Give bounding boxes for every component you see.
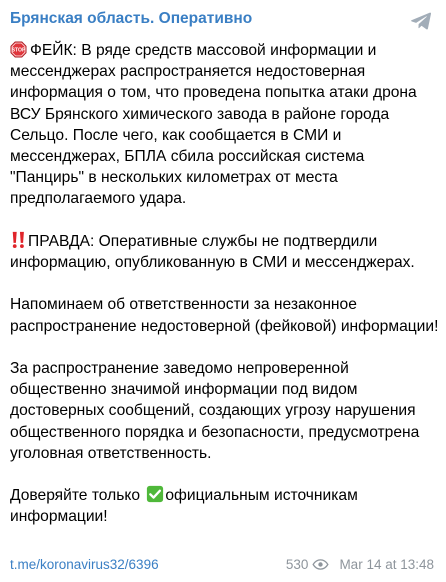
trust-text-start: Доверяйте только bbox=[10, 487, 141, 505]
trust-paragraph bbox=[10, 485, 442, 527]
post-meta bbox=[286, 555, 434, 575]
reminder-text: Напоминаем об ответственности за незаконное распространение недостоверной (фейковой) информации! bbox=[10, 296, 439, 335]
post-link[interactable]: t.me/koronavirus32/6396 bbox=[10, 557, 159, 572]
truth-text: ПРАВДА: Оперативные службы не подтвердили информацию, опубликованную в СМИ и мессенджерах. bbox=[10, 232, 415, 272]
reminder-paragraph bbox=[10, 294, 442, 336]
liability-paragraph bbox=[10, 358, 442, 464]
svg-text:STOP: STOP bbox=[11, 47, 26, 54]
post-body bbox=[10, 40, 442, 528]
eye-icon bbox=[312, 559, 329, 570]
post-header bbox=[10, 9, 434, 31]
post-footer bbox=[10, 555, 434, 575]
view-count: 530 bbox=[285, 557, 309, 572]
double-exclamation-icon bbox=[10, 231, 27, 249]
telegram-icon[interactable] bbox=[410, 11, 432, 31]
liability-text: За распространение заведомо непроверенной общественно значимой информации под видом достоверных сообщений, создающих угрозу нарушения общественного порядка и безопасности, предусмотрена уголовная ответственность. bbox=[10, 360, 420, 462]
check-mark-icon bbox=[146, 485, 164, 503]
stop-sign-icon bbox=[10, 41, 27, 58]
post-date: Mar 14 at 13:48 bbox=[339, 557, 434, 572]
fake-text: ФЕЙК: В ряде средств массовой информации и мессенджерах распространяется недостоверная информация о том, что проведена попытка атаки дрона ВСУ Брянского химического завода в районе города Сельцо. После чего, как сообщается в СМИ и мессенджерах, БПЛА сбила российская система "Панцирь" в нескольких километрах от места предполагаемого удара. bbox=[10, 42, 417, 208]
channel-title[interactable]: Брянская область. Оперативно bbox=[10, 10, 253, 27]
truth-paragraph bbox=[10, 231, 442, 273]
fake-paragraph bbox=[10, 40, 442, 210]
trust-text-end: официальным источникам информации! bbox=[10, 487, 358, 526]
